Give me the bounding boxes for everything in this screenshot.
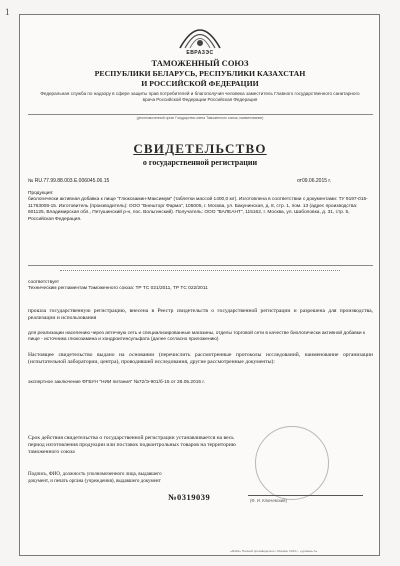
agency-caption: (уполномоченный орган Государства-члена Таможенного союза, наименование)	[136, 116, 264, 120]
registration-line	[28, 178, 373, 186]
certificate-title: СВИДЕТЕЛЬСТВО	[133, 141, 267, 156]
basis-statement: Настоящее свидетельство выдано на основании (перечислить рассмотренные протоколы исследований, наименование организации (испытательной лаборатории, центра), проводившей исследования, другие рассмотренные документы):	[28, 352, 373, 365]
signatory-name: (Ф. И. Ключевский)	[250, 498, 287, 503]
registration-date: от09.06.2015 г.	[297, 178, 331, 184]
logo-caption: ЕВРАЗЭС	[186, 50, 214, 56]
conformity-block	[28, 280, 373, 292]
signature-caption: Подпись, ФИО, должность уполномоченного лица, выдавшего документ, и печать органа (учреждения), выдавшего документ	[28, 472, 162, 484]
conformity-label: соответствует	[28, 280, 60, 285]
eurasec-emblem-icon	[176, 18, 224, 52]
header-line-1: ТАМОЖЕННЫЙ СОЮЗ	[151, 58, 249, 68]
expert-conclusion: экспертное заключение ФГБУН "НИИ питания" №72/Э-901/б-15 от 28.05.2015 г.	[28, 380, 205, 385]
printer-footer: «ЗНАК» Полный производитель • Москва, 2013 г., «уровень А»	[230, 549, 318, 553]
product-rule	[28, 265, 373, 266]
conformity-text: Техническим регламентам Таможенного союза: ТР ТС 021/2011, ТР ТС 022/2011	[28, 286, 208, 292]
corner-mark: 1	[5, 7, 10, 17]
agency-rule	[28, 114, 373, 115]
form-serial-number: №0319039	[168, 492, 211, 502]
header-line-2: РЕСПУБЛИКИ БЕЛАРУСЬ, РЕСПУБЛИКИ КАЗАХСТАН	[94, 69, 306, 78]
product-block	[28, 191, 373, 223]
separator-dots	[60, 270, 340, 271]
certificate-subtitle: о государственной регистрации	[142, 158, 258, 167]
usage-scope: для реализации населению через аптечную сеть и специализированные магазины, отделы торговой сети в качестве биологически активной добавки к пище - источника глюкозамина и хондроитинсульфата (далее согласно приложению)	[28, 331, 365, 343]
official-seal-icon	[255, 426, 329, 500]
issuing-agency: Федеральная служба по надзору в сфере защиты прав потребителей и благополучия человека заместитель Главного государственного санитарного врача Российской Федерации Российская Федерация	[40, 91, 360, 102]
product-label: Продукция:	[28, 191, 54, 196]
registration-number: № RU.77.99.88.003.Е.006045.06.15	[28, 178, 110, 184]
header-line-3: И РОССИЙСКОЙ ФЕДЕРАЦИИ	[141, 79, 259, 88]
signature-line	[248, 495, 363, 496]
validity-statement: Срок действия свидетельства о государственной регистрации устанавливается на весь период изготовления продукции или поставок подконтрольных товаров на территорию таможенного союза	[28, 435, 236, 455]
product-description: биологически активная добавка к пище "Глюкозамин-Максимум" (таблетки массой 1400,0 мг). Изготовлена в соответствии с документами: ТУ 9197-015-11763008-15. Изготовитель (производитель): ООО "Внешторг Фарма", 105005, г. Москва, ул. Бакунинская, д. 8, стр. 1, пом. 13 (адрес производства: 601125, Владимирская обл., Петушинский р-н, пос. Вольгинский). Получатель: ООО "ВАЛЕАНТ", 115162, г. Москва, ул. Шаболовка, д. 31, стр. 5, Российская Федерация.	[28, 197, 368, 222]
registration-statement: прошла государственную регистрацию, внесена в Реестр свидетельств о государственной регистрации и разрешена для производства, реализации и использования	[28, 308, 373, 321]
